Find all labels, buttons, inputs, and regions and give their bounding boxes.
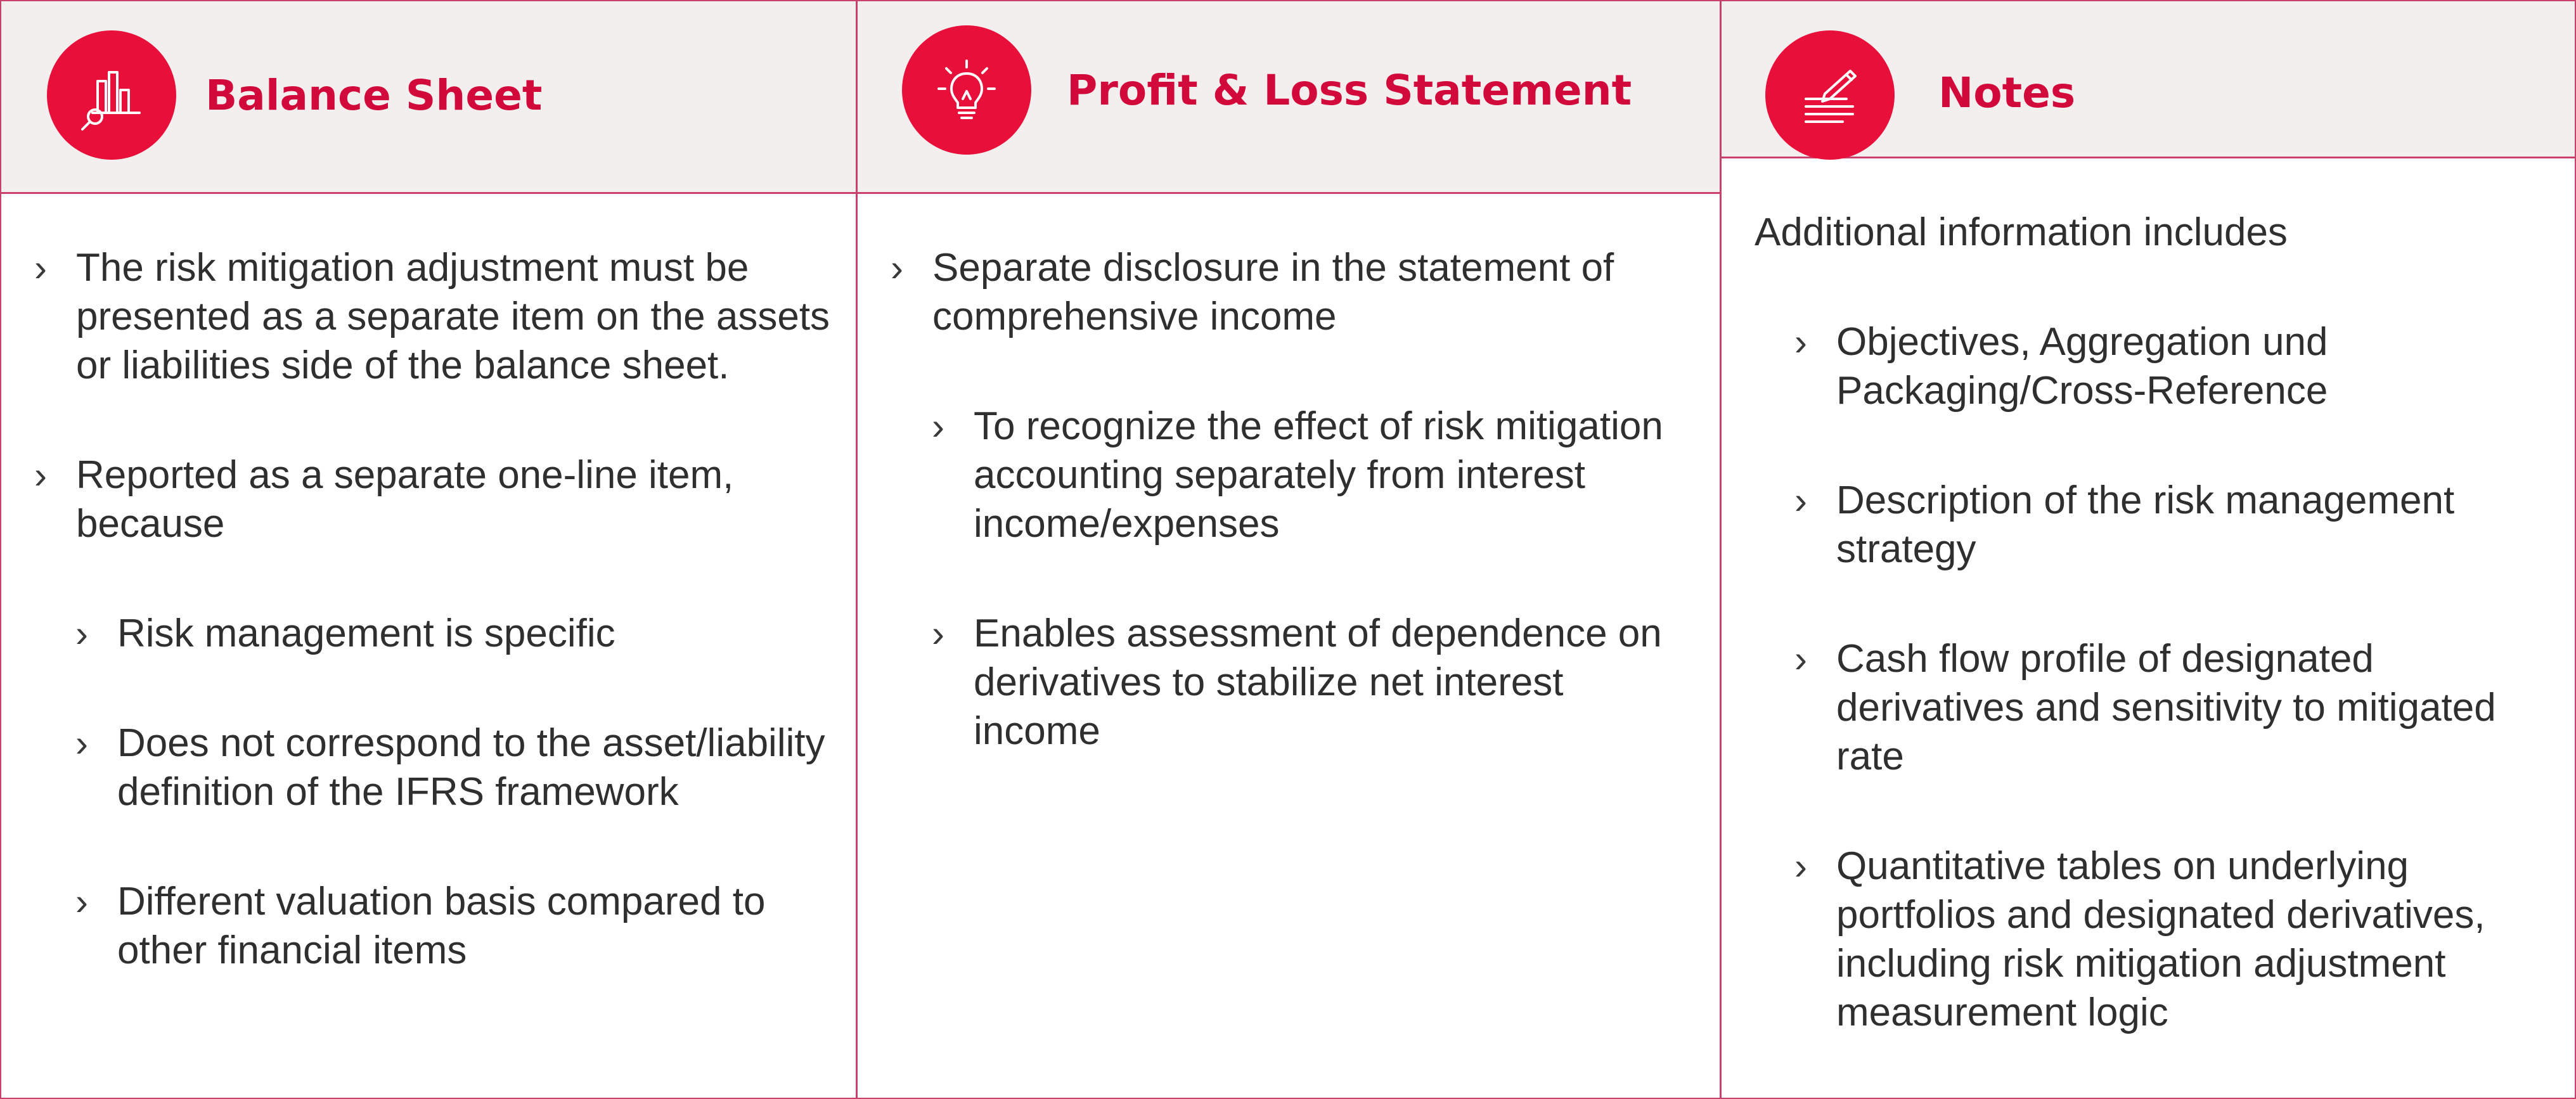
chevron-right-icon: › xyxy=(34,454,47,496)
chevron-right-icon: › xyxy=(1794,845,1807,887)
column-title: Notes xyxy=(1938,68,2076,117)
column-title: Balance Sheet xyxy=(205,71,543,120)
bar-chart-magnifier-icon xyxy=(47,30,176,160)
column-profit-loss xyxy=(856,1,1720,1098)
column-balance-sheet xyxy=(1,1,856,1098)
list-item: › Cash flow profile of designated derivatives and sensitivity to mitigated rate xyxy=(1836,634,2549,781)
list-item: › Objectives, Aggregation und Packaging/Cross-Reference xyxy=(1836,318,2549,415)
list-item: › Does not correspond to the asset/liability definition of the IFRS framework xyxy=(117,719,830,816)
chevron-right-icon: › xyxy=(932,612,944,655)
chevron-right-icon: › xyxy=(75,880,88,923)
chevron-right-icon: › xyxy=(75,722,88,764)
chevron-right-icon: › xyxy=(34,247,47,289)
column-notes xyxy=(1720,1,2575,1098)
list-item: › The risk mitigation adjustment must be presented as a separate item on the assets or liabilities side of the balance sheet. xyxy=(76,243,830,390)
column-body xyxy=(1722,158,2575,1098)
list-item: › To recognize the effect of risk mitigation accounting separately from interest income/expenses xyxy=(974,402,1694,548)
chevron-right-icon: › xyxy=(891,247,903,289)
list-item: › Reported as a separate one-line item, because xyxy=(76,451,830,548)
pen-notes-icon xyxy=(1765,30,1895,160)
list-item: › Different valuation basis compared to other financial items xyxy=(117,877,830,975)
chevron-right-icon: › xyxy=(1794,479,1807,522)
list-item: › Enables assessment of dependence on derivatives to stabilize net interest income xyxy=(974,609,1694,755)
column-body xyxy=(858,194,1720,816)
column-title: Profit & Loss Statement xyxy=(1067,66,1632,115)
intro-text: Additional information includes xyxy=(1755,210,2288,254)
chevron-right-icon: › xyxy=(1794,321,1807,363)
chevron-right-icon: › xyxy=(75,612,88,655)
list-item: › Separate disclosure in the statement of comprehensive income xyxy=(932,243,1694,341)
column-body xyxy=(1,194,856,1036)
list-item: › Description of the risk management strategy xyxy=(1836,476,2549,574)
chevron-right-icon: › xyxy=(932,405,944,447)
column-header xyxy=(1722,1,2575,158)
chevron-right-icon: › xyxy=(1794,638,1807,680)
list-item: › Risk management is specific xyxy=(117,609,830,658)
column-header xyxy=(858,1,1720,194)
list-item: › Quantitative tables on underlying portfolios and designated derivatives, including risk mitigation adjustment measurement logic xyxy=(1836,842,2549,1037)
lightbulb-icon xyxy=(902,25,1031,155)
column-header xyxy=(1,1,856,194)
